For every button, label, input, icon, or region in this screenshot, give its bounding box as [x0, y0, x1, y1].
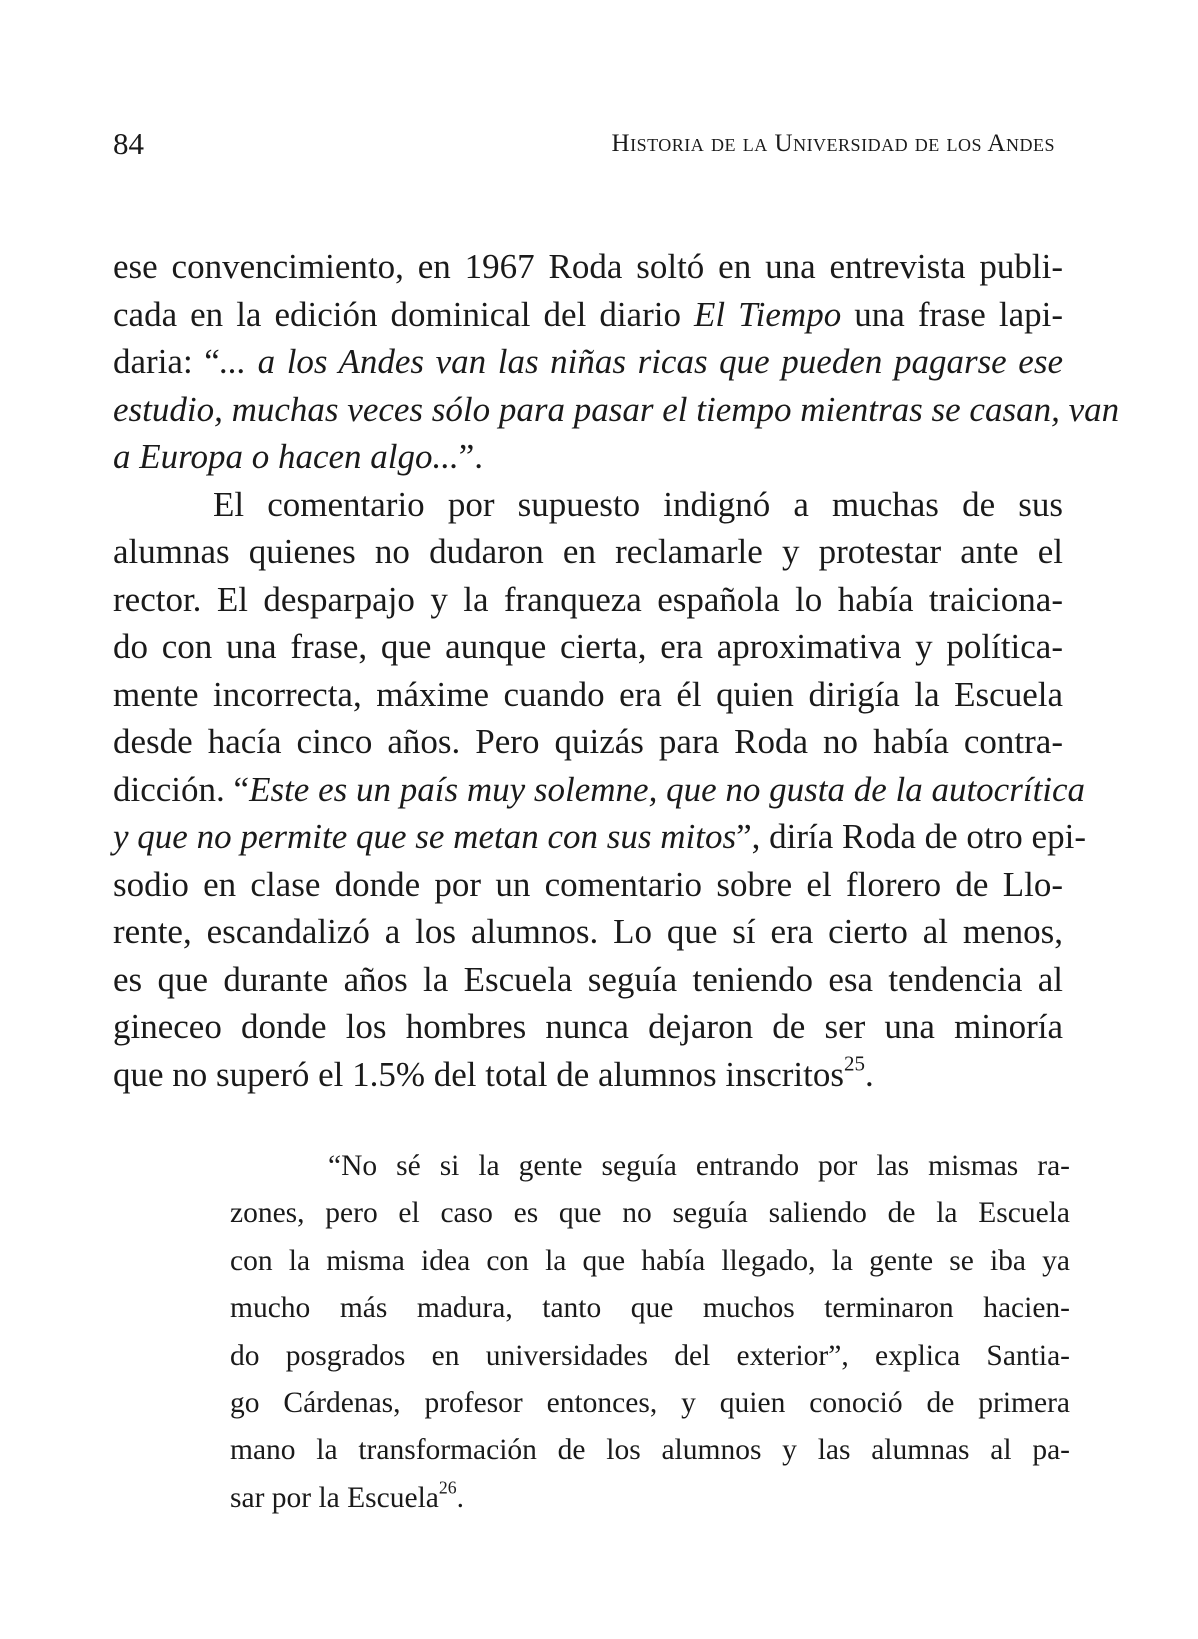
text-run: dicción. “: [113, 769, 250, 809]
text-run: go Cárdenas, profesor entonces, y quien conoció de primera: [230, 1386, 1070, 1419]
text-run: rente, escandalizó a los alumnos. Lo que sí era cierto al menos,: [113, 912, 1063, 951]
text-line: [230, 1190, 1070, 1237]
italic-text: estudio, muchas veces sólo para pasar el tiempo mientras se casan, van: [113, 389, 1120, 429]
text-line: [230, 1380, 1070, 1427]
footnote-ref: 26: [438, 1477, 457, 1498]
text-run: El comentario por supuesto indignó a muchas de sus: [213, 484, 1063, 524]
text-run: desde hacía cinco años. Pero quizás para Roda no había contra-: [113, 722, 1063, 761]
text-line: [113, 433, 1063, 481]
text-line: [113, 243, 1063, 291]
text-run: mano la transformación de los alumnos y las alumnas al pa-: [230, 1434, 1070, 1467]
text-line: [113, 623, 1063, 671]
text-run: “No sé si la gente seguía entrando por las mismas ra-: [328, 1150, 1070, 1182]
text-line: [230, 1143, 1070, 1190]
text-run: zones, pero el caso es que no seguía saliendo de la Escuela: [230, 1197, 1070, 1230]
text-run: con la misma idea con la que había llegado, la gente se iba ya: [230, 1244, 1070, 1277]
text-line: [230, 1427, 1070, 1474]
running-head: Historia de la Universidad de los Andes: [611, 130, 1055, 157]
text-line: [113, 813, 1086, 861]
text-line: [230, 1333, 1070, 1380]
text-run: .: [456, 1481, 464, 1514]
text-line: [113, 956, 1063, 1004]
text-run: daria: “: [113, 342, 220, 381]
text-line: [113, 386, 1120, 434]
text-line: [113, 908, 1063, 956]
italic-text: ... a los Andes van las niñas ricas que pueden pagarse ese: [219, 342, 1063, 381]
text-run: ”.: [458, 437, 484, 476]
text-line: [113, 576, 1063, 624]
footnote-ref: 25: [843, 1050, 865, 1075]
text-line: [113, 338, 1063, 386]
text-run: cada en la edición dominical del diario: [113, 294, 694, 334]
text-line: [230, 1475, 1070, 1522]
text-line: [230, 1285, 1070, 1332]
italic-text: El Tiempo: [694, 294, 842, 334]
text-run: mente incorrecta, máxime cuando era él quien dirigía la Escuela: [113, 674, 1063, 714]
text-run: rector. El desparpajo y la franqueza española lo había traiciona-: [113, 579, 1063, 619]
text-line: [113, 528, 1063, 576]
italic-text: Este es un país muy solemne, que no gusta de la autocrítica: [249, 769, 1086, 809]
text-run: ese convencimiento, en 1967 Roda soltó en una entrevista publi-: [113, 247, 1063, 286]
text-run: gineceo donde los hombres nunca dejaron de ser una minoría: [113, 1007, 1063, 1046]
text-run: es que durante años la Escuela seguía teniendo esa tendencia al: [113, 959, 1063, 999]
text-line: [113, 671, 1063, 719]
italic-text: a Europa o hacen algo...: [113, 437, 459, 476]
text-line: [113, 291, 1063, 339]
text-line: [113, 1051, 1063, 1099]
page-number: 84: [113, 126, 144, 161]
text-line: [230, 1238, 1070, 1285]
text-line: [113, 861, 1063, 909]
block-quote: [230, 1143, 1070, 1522]
text-run: que no superó el 1.5% del total de alumnos inscritos: [113, 1054, 844, 1094]
text-run: do posgrados en universidades del exterior”, explica Santia-: [230, 1339, 1070, 1372]
text-run: .: [864, 1054, 874, 1094]
text-run: alumnas quienes no dudaron en reclamarle y protestar ante el: [113, 532, 1063, 571]
text-run: sar por la Escuela: [230, 1481, 439, 1514]
italic-text: y que no permite que se metan con sus mitos: [113, 817, 737, 856]
text-run: ”, diría Roda de otro epi-: [736, 817, 1086, 856]
text-run: do con una frase, que aunque cierta, era aproximativa y política-: [113, 627, 1063, 666]
text-run: una frase lapi-: [841, 294, 1063, 334]
text-line: [113, 718, 1063, 766]
text-run: mucho más madura, tanto que muchos terminaron hacien-: [230, 1292, 1070, 1325]
text-line: [113, 766, 1086, 814]
body-text: [113, 243, 1120, 1098]
text-line: [113, 1003, 1063, 1051]
text-line: [113, 481, 1063, 529]
text-run: sodio en clase donde por un comentario sobre el florero de Llo-: [113, 864, 1063, 904]
